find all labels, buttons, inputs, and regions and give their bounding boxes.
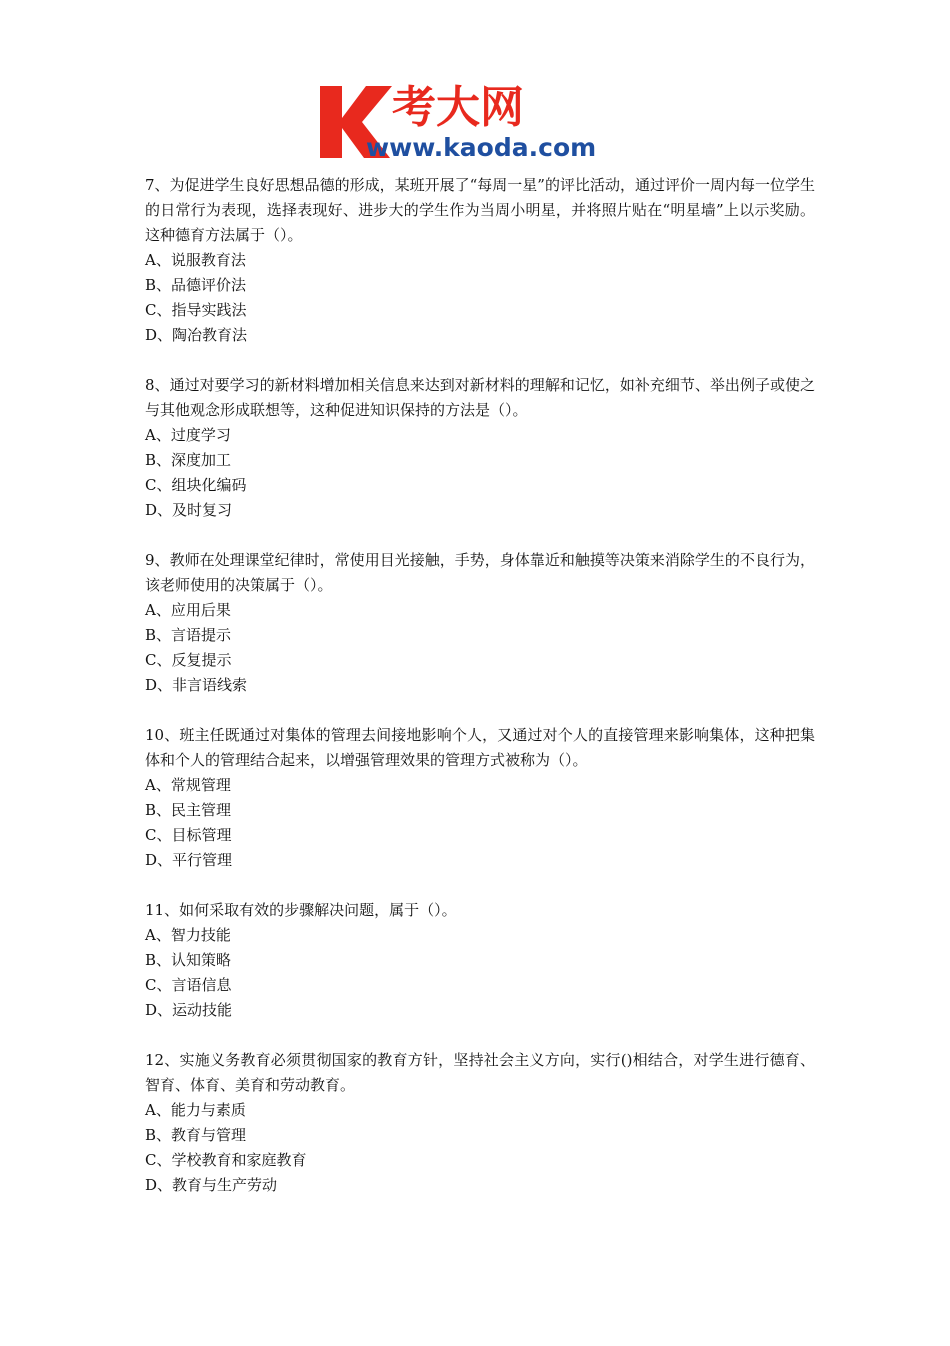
- option-c: C、组块化编码: [145, 476, 247, 494]
- option-a: A、能力与素质: [145, 1101, 246, 1119]
- question-stem: 9、教师在处理课堂纪律时，常使用目光接触，手势，身体靠近和触摸等决策来消除学生的不良行为，该老师使用的决策属于（）。: [145, 551, 815, 594]
- logo-url-text: www.kaoda.com: [366, 133, 597, 162]
- option-d: D、陶冶教育法: [145, 326, 248, 344]
- option-c: C、学校教育和家庭教育: [145, 1151, 307, 1169]
- option-a: A、过度学习: [145, 426, 231, 444]
- question-stem: 10、班主任既通过对集体的管理去间接地影响个人，又通过对个人的直接管理来影响集体，这种把集体和个人的管理结合起来，以增强管理效果的管理方式被称为（）。: [145, 726, 815, 769]
- option-a: A、应用后果: [145, 601, 231, 619]
- question-10: [145, 723, 815, 873]
- option-c: C、言语信息: [145, 976, 232, 994]
- question-stem: 7、为促进学生良好思想品德的形成，某班开展了“每周一星”的评比活动，通过评价一周内每一位学生的日常行为表现，选择表现好、进步大的学生作为当周小明星，并将照片贴在“明星墙”上以示奖励。这种德育方法属于（）。: [145, 176, 815, 244]
- option-d: D、及时复习: [145, 501, 233, 519]
- kaoda-logo-graphic: [316, 80, 646, 162]
- question-9: [145, 548, 815, 698]
- logo-brand-text: 考大网: [392, 82, 524, 133]
- option-c: C、目标管理: [145, 826, 232, 844]
- option-b: B、教育与管理: [145, 1126, 247, 1144]
- question-7: [145, 173, 815, 348]
- option-d: D、平行管理: [145, 851, 233, 869]
- question-stem: 12、实施义务教育必须贯彻国家的教育方针，坚持社会主义方向，实行()相结合，对学生进行德育、智育、体育、美育和劳动教育。: [145, 1051, 815, 1094]
- question-stem: 8、通过对要学习的新材料增加相关信息来达到对新材料的理解和记忆，如补充细节、举出例子或使之与其他观念形成联想等，这种促进知识保持的方法是（）。: [145, 376, 815, 419]
- option-b: B、言语提示: [145, 626, 232, 644]
- option-b: B、品德评价法: [145, 276, 247, 294]
- option-b: B、认知策略: [145, 951, 232, 969]
- question-8: [145, 373, 815, 523]
- option-a: A、常规管理: [145, 776, 231, 794]
- kaoda-logo: [316, 80, 646, 162]
- option-b: B、深度加工: [145, 451, 232, 469]
- question-11: [145, 898, 815, 1023]
- question-stem: 11、如何采取有效的步骤解决问题，属于（）。: [145, 901, 457, 919]
- option-b: B、民主管理: [145, 801, 232, 819]
- question-12: [145, 1048, 815, 1198]
- option-d: D、教育与生产劳动: [145, 1176, 278, 1194]
- option-a: A、说服教育法: [145, 251, 246, 269]
- option-c: C、指导实践法: [145, 301, 247, 319]
- option-a: A、智力技能: [145, 926, 231, 944]
- option-d: D、非言语线索: [145, 676, 248, 694]
- option-d: D、运动技能: [145, 1001, 233, 1019]
- question-list: [145, 173, 815, 1223]
- option-c: C、反复提示: [145, 651, 232, 669]
